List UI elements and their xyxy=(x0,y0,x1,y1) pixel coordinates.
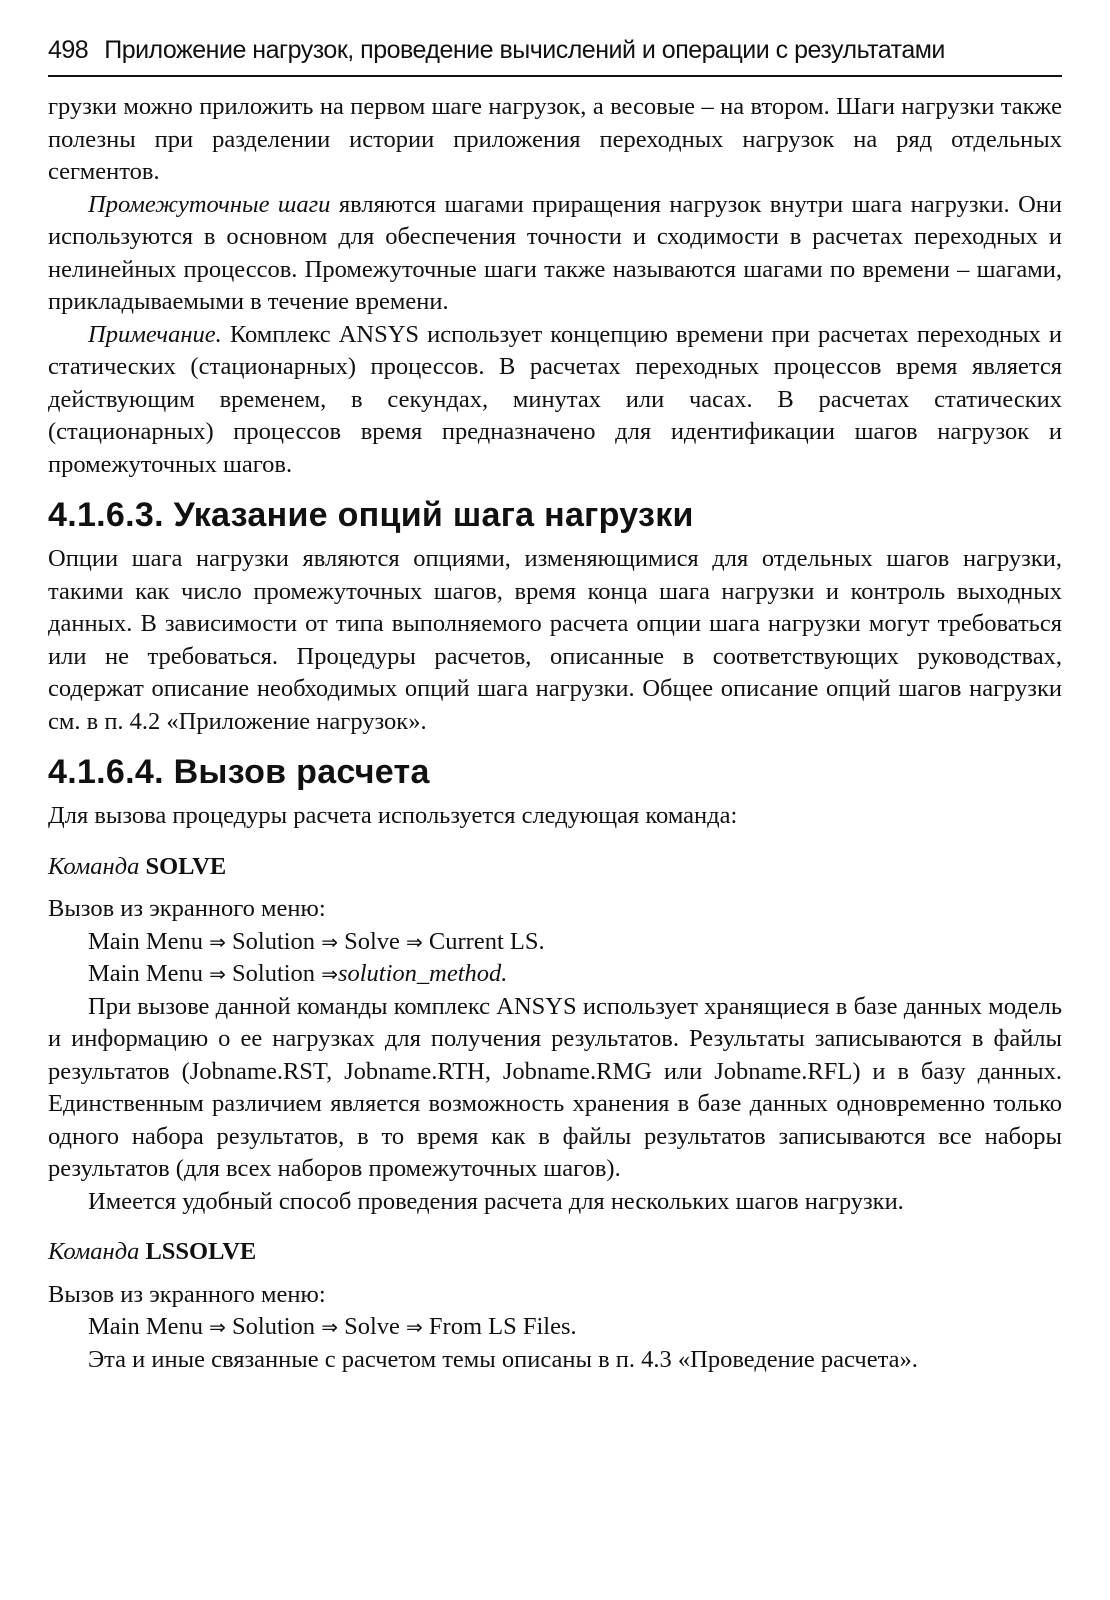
command-word: Команда xyxy=(48,852,140,880)
paragraph-load-steps-continued: грузки можно приложить на первом шаге нагрузок, а весовые – на втором. Шаги нагрузки также полезны при разделении истории приложения переходных нагрузок на ряд отдельных сегментов. xyxy=(48,93,1062,185)
paragraph-note-time xyxy=(48,319,1062,482)
menu-path-solve-current-ls xyxy=(48,926,1062,959)
command-solve-label xyxy=(48,851,1062,884)
command-lssolve-label xyxy=(48,1236,1062,1269)
menu-path-step: Solve xyxy=(344,927,400,955)
paragraph-solve-intro: Для вызова процедуры расчета используется следующая команда: xyxy=(48,802,738,829)
arrow-icon: ⇒ xyxy=(209,962,226,986)
menu-path-step: Main Menu xyxy=(88,927,203,955)
menu-path-solve-from-ls-files xyxy=(48,1311,1062,1344)
menu-path-step: Main Menu xyxy=(88,1313,203,1340)
running-header xyxy=(48,36,1062,77)
menu-label-solve: Вызов из экранного меню: xyxy=(48,895,326,922)
document-page xyxy=(48,36,1062,1376)
section-heading-4164: 4.1.6.4. Вызов расчета xyxy=(48,753,430,791)
menu-label-lssolve: Вызов из экранного меню: xyxy=(48,1280,326,1308)
term-substeps: Промежуточные шаги xyxy=(88,190,331,218)
paragraph-note-text: Комплекс ANSYS использует концепцию времени при расчетах переходных и статических (стационарных) процессов. В расчетах переходных процессов время является действующим временем, в секундах, минутах или часах. В расчетах статических (стационарных) процессов время предназначено для идентификации шагов нагрузок и промежуточных шагов. xyxy=(48,320,1062,478)
arrow-icon: ⇒ xyxy=(321,1315,338,1339)
arrow-icon: ⇒ xyxy=(209,1315,226,1339)
arrow-icon: ⇒ xyxy=(406,1315,423,1339)
paragraph-load-step-options: Опции шага нагрузки являются опциями, изменяющимися для отдельных шагов нагрузки, такими как число промежуточных шагов, время конца шага нагрузки и контроль выходных данных. В зависимости от типа выполняемого расчета опции шага нагрузки могут требоваться или не требоваться. Процедуры расчетов, описанные в соответствующих руководствах, содержат описание необходимых опций шага нагрузки. Общее описание опций шагов нагрузки см. в п. 4.2 «Приложение нагрузок». xyxy=(48,545,1062,735)
arrow-icon: ⇒ xyxy=(321,962,338,986)
section-heading-4163: 4.1.6.3. Указание опций шага нагрузки xyxy=(48,496,694,534)
menu-path-solution-method xyxy=(48,958,1062,991)
menu-path-step: Solve xyxy=(344,1313,400,1340)
menu-path-step: Solution xyxy=(232,960,316,987)
page-number: 498 xyxy=(48,36,89,64)
paragraph-multiple-load-steps: Имеется удобный способ проведения расчета для нескольких шагов нагрузки. xyxy=(88,1187,904,1215)
menu-path-method: solution_method. xyxy=(337,960,508,987)
command-word: Команда xyxy=(48,1238,140,1265)
paragraph-substeps-text: являются шагами приращения нагрузок внутри шага нагрузки. Они используются в основном для обеспечения точности и сходимости в расчетах переходных и нелинейных процессов. Промежуточные шаги также называются шагами по времени – шагами, прикладываемыми в течение времени. xyxy=(48,190,1062,315)
paragraph-substeps xyxy=(48,189,1062,319)
running-title: Приложение нагрузок, проведение вычислений и операции с результатами xyxy=(104,36,945,64)
menu-path-step: Main Menu xyxy=(88,960,203,987)
term-note: Примечание. xyxy=(88,320,222,348)
menu-path-step: Solution xyxy=(232,1313,316,1340)
arrow-icon: ⇒ xyxy=(406,929,423,954)
command-name-solve: SOLVE xyxy=(145,852,227,880)
paragraph-see-section-43: Эта и иные связанные с расчетом темы описаны в п. 4.3 «Проведение расчета». xyxy=(88,1345,918,1373)
paragraph-solve-description: При вызове данной команды комплекс ANSYS использует хранящиеся в базе данных модель и информацию о ее нагрузках для получения результатов. Результаты записываются в файлы результатов (Jobname.RST, Jobname.RTH, Jobname.RMG или Jobname.RFL) и в базу данных. Единственным различием является возможность хранения в базе данных одновременно только одного набора результатов, в то время как в файлы результатов записываются все наборы результатов (для всех наборов промежуточных шагов). xyxy=(48,992,1062,1182)
menu-path-step: Current LS. xyxy=(428,927,545,955)
menu-path-step: From LS Files. xyxy=(428,1313,577,1340)
arrow-icon: ⇒ xyxy=(321,929,338,954)
menu-path-step: Solution xyxy=(232,927,316,955)
arrow-icon: ⇒ xyxy=(209,929,226,954)
command-name-lssolve: LSSOLVE xyxy=(145,1238,257,1265)
